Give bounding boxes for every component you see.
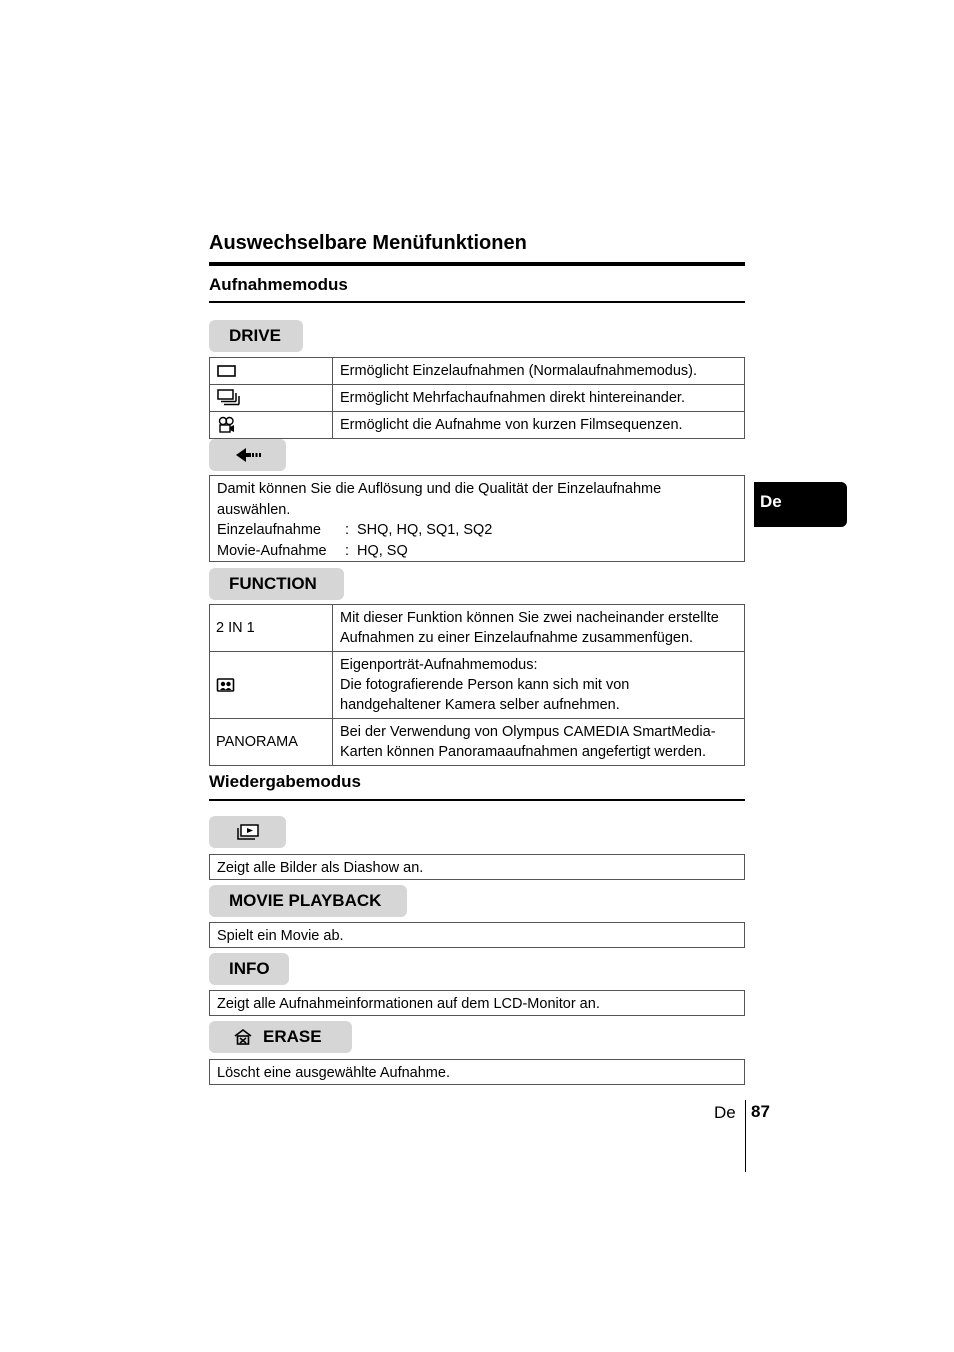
function-tab[interactable] bbox=[209, 568, 344, 600]
table-cell bbox=[210, 652, 333, 719]
table-cell bbox=[333, 652, 745, 719]
section-rule bbox=[209, 799, 745, 801]
cell-line: Eigenporträt-Aufnahmemodus: bbox=[340, 657, 538, 673]
image-quality-tab[interactable] bbox=[209, 439, 286, 471]
quality-row-value: HQ, SQ bbox=[357, 542, 408, 559]
slideshow-description: Zeigt alle Bilder als Diashow an. bbox=[209, 854, 745, 880]
page-number: 87 bbox=[751, 1102, 770, 1121]
movie-playback-tab-label: MOVIE PLAYBACK bbox=[229, 891, 382, 910]
quality-row-label: Movie-Aufnahme bbox=[217, 542, 327, 559]
info-tab[interactable] bbox=[209, 953, 289, 985]
drive-table bbox=[209, 357, 745, 439]
image-quality-description bbox=[209, 475, 745, 562]
function-tab-label: FUNCTION bbox=[229, 574, 317, 593]
single-frame-icon bbox=[216, 364, 326, 378]
table-cell bbox=[333, 719, 745, 766]
drive-tab[interactable] bbox=[209, 320, 303, 352]
quality-row-value: SHQ, HQ, SQ1, SQ2 bbox=[357, 522, 493, 538]
movie-playback-tab[interactable] bbox=[209, 885, 407, 917]
erase-tab-label: ERASE bbox=[263, 1027, 322, 1046]
cell-line: Mit dieser Funktion können Sie zwei nacheinander erstellte bbox=[340, 610, 719, 626]
quality-row-sep: : bbox=[344, 522, 350, 538]
table-cell bbox=[210, 412, 333, 439]
quality-row bbox=[217, 520, 737, 541]
table-cell: Ermöglicht Einzelaufnahmen (Normalaufnahmemodus). bbox=[333, 358, 745, 385]
table-cell bbox=[210, 358, 333, 385]
function-label: 2 IN 1 bbox=[210, 605, 333, 652]
table-row bbox=[210, 385, 745, 412]
self-portrait-icon bbox=[216, 677, 326, 693]
section-rule bbox=[209, 301, 745, 303]
table-row bbox=[210, 358, 745, 385]
section-heading-wiedergabemodus: Wiedergabemodus bbox=[209, 772, 361, 791]
movie-playback-description: Spielt ein Movie ab. bbox=[209, 922, 745, 948]
slideshow-icon bbox=[236, 823, 260, 841]
language-side-tab: De bbox=[754, 482, 847, 527]
title-rule bbox=[209, 262, 745, 266]
image-quality-icon bbox=[234, 446, 262, 464]
table-row bbox=[210, 719, 745, 766]
function-table bbox=[209, 604, 745, 766]
footer-divider bbox=[745, 1100, 746, 1172]
table-row bbox=[210, 652, 745, 719]
section-heading-aufnahmemodus: Aufnahmemodus bbox=[209, 275, 348, 294]
table-row bbox=[210, 605, 745, 652]
info-tab-label: INFO bbox=[229, 959, 270, 978]
footer-language: De bbox=[714, 1103, 736, 1122]
description-line: Damit können Sie die Auflösung und die Qualität der Einzelaufnahme bbox=[217, 481, 662, 497]
table-cell bbox=[210, 385, 333, 412]
table-cell bbox=[333, 605, 745, 652]
slideshow-tab[interactable] bbox=[209, 816, 286, 848]
quality-row bbox=[217, 541, 737, 562]
table-cell: Ermöglicht die Aufnahme von kurzen Filmsequenzen. bbox=[333, 412, 745, 439]
table-row bbox=[210, 412, 745, 439]
table-cell: Ermöglicht Mehrfachaufnahmen direkt hintereinander. bbox=[333, 385, 745, 412]
function-label: PANORAMA bbox=[210, 719, 333, 766]
sequential-shooting-icon bbox=[216, 389, 326, 407]
info-description: Zeigt alle Aufnahmeinformationen auf dem LCD-Monitor an. bbox=[209, 990, 745, 1016]
cell-line: Aufnahmen zu einer Einzelaufnahme zusammenfügen. bbox=[340, 630, 694, 646]
cell-line: handgehaltener Kamera selber aufnehmen. bbox=[340, 697, 620, 713]
quality-row-sep: : bbox=[344, 542, 350, 559]
movie-camera-icon bbox=[216, 416, 326, 434]
cell-line: Die fotografierende Person kann sich mit von bbox=[340, 677, 630, 693]
page-title: Auswechselbare Menüfunktionen bbox=[209, 232, 527, 254]
erase-icon bbox=[233, 1028, 253, 1046]
drive-tab-label: DRIVE bbox=[229, 326, 281, 345]
quality-row-label: Einzelaufnahme bbox=[217, 522, 321, 538]
erase-tab[interactable] bbox=[209, 1021, 352, 1053]
erase-description: Löscht eine ausgewählte Aufnahme. bbox=[209, 1059, 745, 1085]
description-line: auswählen. bbox=[217, 501, 291, 518]
cell-line: Karten können Panoramaaufnahmen angefertigt werden. bbox=[340, 744, 706, 760]
cell-line: Bei der Verwendung von Olympus CAMEDIA SmartMedia- bbox=[340, 724, 716, 740]
